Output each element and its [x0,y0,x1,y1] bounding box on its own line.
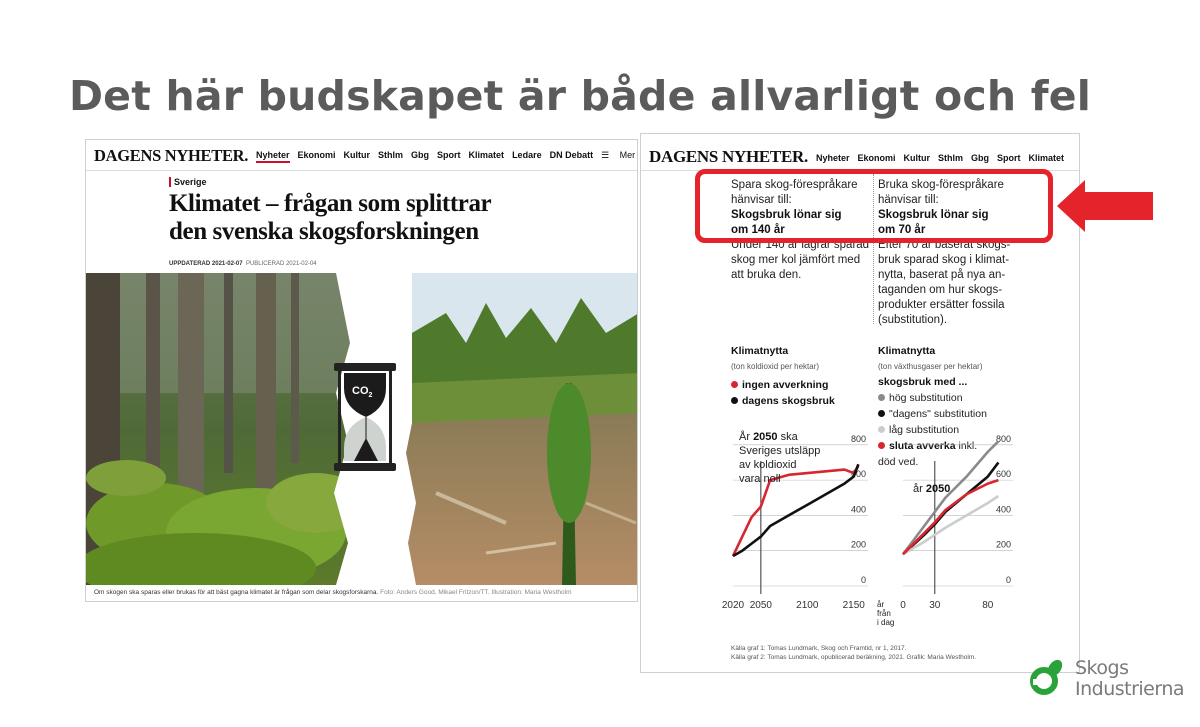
published-date: PUBLICERAD 2021-02-04 [245,261,317,267]
legend-item-rest: inkl. [955,440,978,452]
axis-note-line: år [877,600,885,609]
annot-suffix: ska [777,431,798,443]
bruka-body-line: produkter ersätter fossila [878,299,1005,311]
headline-line-1: Klimatet – frågan som splittrar [169,190,492,217]
y-tick-label: 800 [995,433,1011,444]
spara-body-line: att bruka den. [731,269,802,281]
spara-body-line: Under 140 år lagrar sparad [731,239,870,251]
chart1-annotation [739,430,839,486]
hamburger-icon[interactable]: ☰ [601,150,612,160]
legend-heading: skogsbruk med ... [878,376,968,388]
nav-item-klimatet[interactable]: Klimatet [1028,153,1065,163]
skogsindustrierna-logo-icon [1030,655,1070,699]
article-headline [169,190,589,246]
x-tick-label: 2020 [721,600,745,611]
y-tick-label: 200 [995,539,1011,550]
legend-subtitle: (ton koldioxid per hektar) [731,362,820,371]
nav-item-klimatet[interactable]: Klimatet [468,150,505,160]
photo-credit: Foto: Anders Good, Mikael Fritzon/TT. Illustration: Maria Westholm [380,589,572,596]
article-photo [86,273,638,585]
nav-item-kultur[interactable]: Kultur [903,153,931,163]
legend-title: Klimatnytta [731,345,789,357]
nav-item-nyheter[interactable]: Nyheter [816,153,850,163]
y-tick-label: 600 [995,469,1011,480]
x-tick-label: 2050 [749,600,772,611]
gray-dot-icon [878,394,885,401]
skogsindustrierna-logo-text: Skogs Industrierna [1075,657,1185,700]
axis-note-line: i dag [877,618,895,627]
nav-item-sthlm[interactable]: Sthlm [378,150,404,160]
dn-navbar-right [641,134,1079,171]
black-dot-icon [731,397,738,404]
x-tick-label: 0 [900,600,906,611]
x-tick-label: 30 [929,600,941,611]
y-tick-label: 200 [850,539,866,550]
nav-item-nyheter[interactable]: Nyheter [256,150,290,163]
nav-item-ekonomi[interactable]: Ekonomi [857,153,896,163]
x-tick-label: 80 [982,600,994,611]
annot-line: Sveriges utsläpp [739,445,821,457]
bruka-intro-2: hänvisar till: [878,194,939,206]
nav-item-ledare[interactable]: Ledare [512,150,542,160]
bruka-body-line: nytta, baserat på nya an- [878,269,1006,281]
bruka-intro: Bruka skog-förespråkare [878,179,1004,191]
spara-intro: Spara skog-förespråkare [731,179,858,191]
bruka-body-line: (substitution). [878,314,948,326]
series-line-hgsubstitution [903,441,998,554]
nav-item-ekonomi[interactable]: Ekonomi [297,150,336,160]
nav-item-sport[interactable]: Sport [437,150,461,160]
dn-masthead[interactable]: DAGENS NYHETER. [94,146,249,165]
annot-prefix: År [739,431,754,443]
article-dates [169,261,317,267]
red-arrow-icon [1057,180,1157,232]
legend-item: dagens skogsbruk [742,395,835,407]
y-tick-label: 400 [995,504,1011,515]
legend-item: ingen avverkning [742,379,829,391]
annot-line: vara noll [739,473,781,485]
chart2-annotation [913,482,950,497]
legend-item-line2: död ved. [878,456,919,468]
nav-items-right [816,153,1072,163]
y-tick-label: 600 [850,469,866,480]
annot-year: 2050 [753,431,778,443]
article-screenshot-left [85,139,638,602]
y-tick-label: 800 [850,433,866,444]
nav-item-gbg[interactable]: Gbg [971,153,990,163]
photo-caption [94,589,571,596]
spara-claim-years: om 140 år [731,224,785,236]
menu-label[interactable]: Mer [619,150,636,160]
bruka-claim-years: om 70 år [878,224,926,236]
axis-note-line: från [877,609,891,618]
sources [731,644,976,662]
highlight-box [695,169,1053,243]
legend-item-bold: sluta avverka [889,440,956,452]
legend-subtitle: (ton växthusgaser per hektar) [878,362,983,371]
headline-line-2: den svenska skogsforskningen [169,218,479,245]
x-tick-label: 2100 [796,600,819,611]
nav-items [256,150,638,161]
legend-chart-1 [731,344,876,409]
axis-note [877,600,894,627]
legend-item: "dagens" substitution [889,408,987,420]
spara-body-line: skog mer kol jämfört med [731,254,861,266]
dn-navbar [86,140,637,171]
legend-item: låg substitution [889,424,960,436]
forest-illustration [86,273,638,585]
charts-area [641,414,1080,654]
slide-title: Det här budskapet är både allvarligt och fel [68,72,1092,120]
spara-intro-2: hänvisar till: [731,194,792,206]
co2-label: $CO_2$ [352,385,373,400]
bruka-body-line: Efter 70 år baserat skogs- [878,239,1011,251]
y-tick-label: 400 [850,504,866,515]
bruka-body-line: taganden om hur skogs- [878,284,1003,296]
annot-year: 2050 [925,483,951,495]
section-tag[interactable]: Sverige [169,177,207,187]
updated-date: UPPDATERAD 2021-02-07 [169,261,243,267]
legend-item: hög substitution [889,392,963,404]
nav-item-sport[interactable]: Sport [997,153,1021,163]
caption-text: Om skogen ska sparas eller brukas för att bäst gagna klimatet är frågan som delar skogsforskarna. [94,589,379,596]
source-line: Källa graf 2: Tomas Lundmark, opublicerad beräkning, 2021. Grafik: Maria Westholm. [731,654,977,661]
bruka-body-line: bruk sparad skog i klimat- [878,254,1010,266]
nav-item-gbg[interactable]: Gbg [411,150,430,160]
nav-item-dn-debatt[interactable]: DN Debatt [549,150,594,160]
nav-item-sthlm[interactable]: Sthlm [938,153,964,163]
y-tick-label: 0 [860,575,866,585]
dn-masthead-right[interactable]: DAGENS NYHETER. [649,147,808,166]
annot-line: av koldioxid [739,459,797,471]
red-dot-icon [731,381,738,388]
bruka-claim: Skogsbruk lönar sig [878,209,989,221]
spara-claim: Skogsbruk lönar sig [731,209,842,221]
y-tick-label: 0 [1005,575,1011,585]
source-line: Källa graf 1: Tomas Lundmark, Skog och Framtid, nr 1, 2017. [731,645,907,652]
nav-item-kultur[interactable]: Kultur [343,150,371,160]
annot-prefix: år [913,483,926,495]
legend-title: Klimatnytta [878,345,936,357]
x-tick-label: 2150 [842,600,865,611]
